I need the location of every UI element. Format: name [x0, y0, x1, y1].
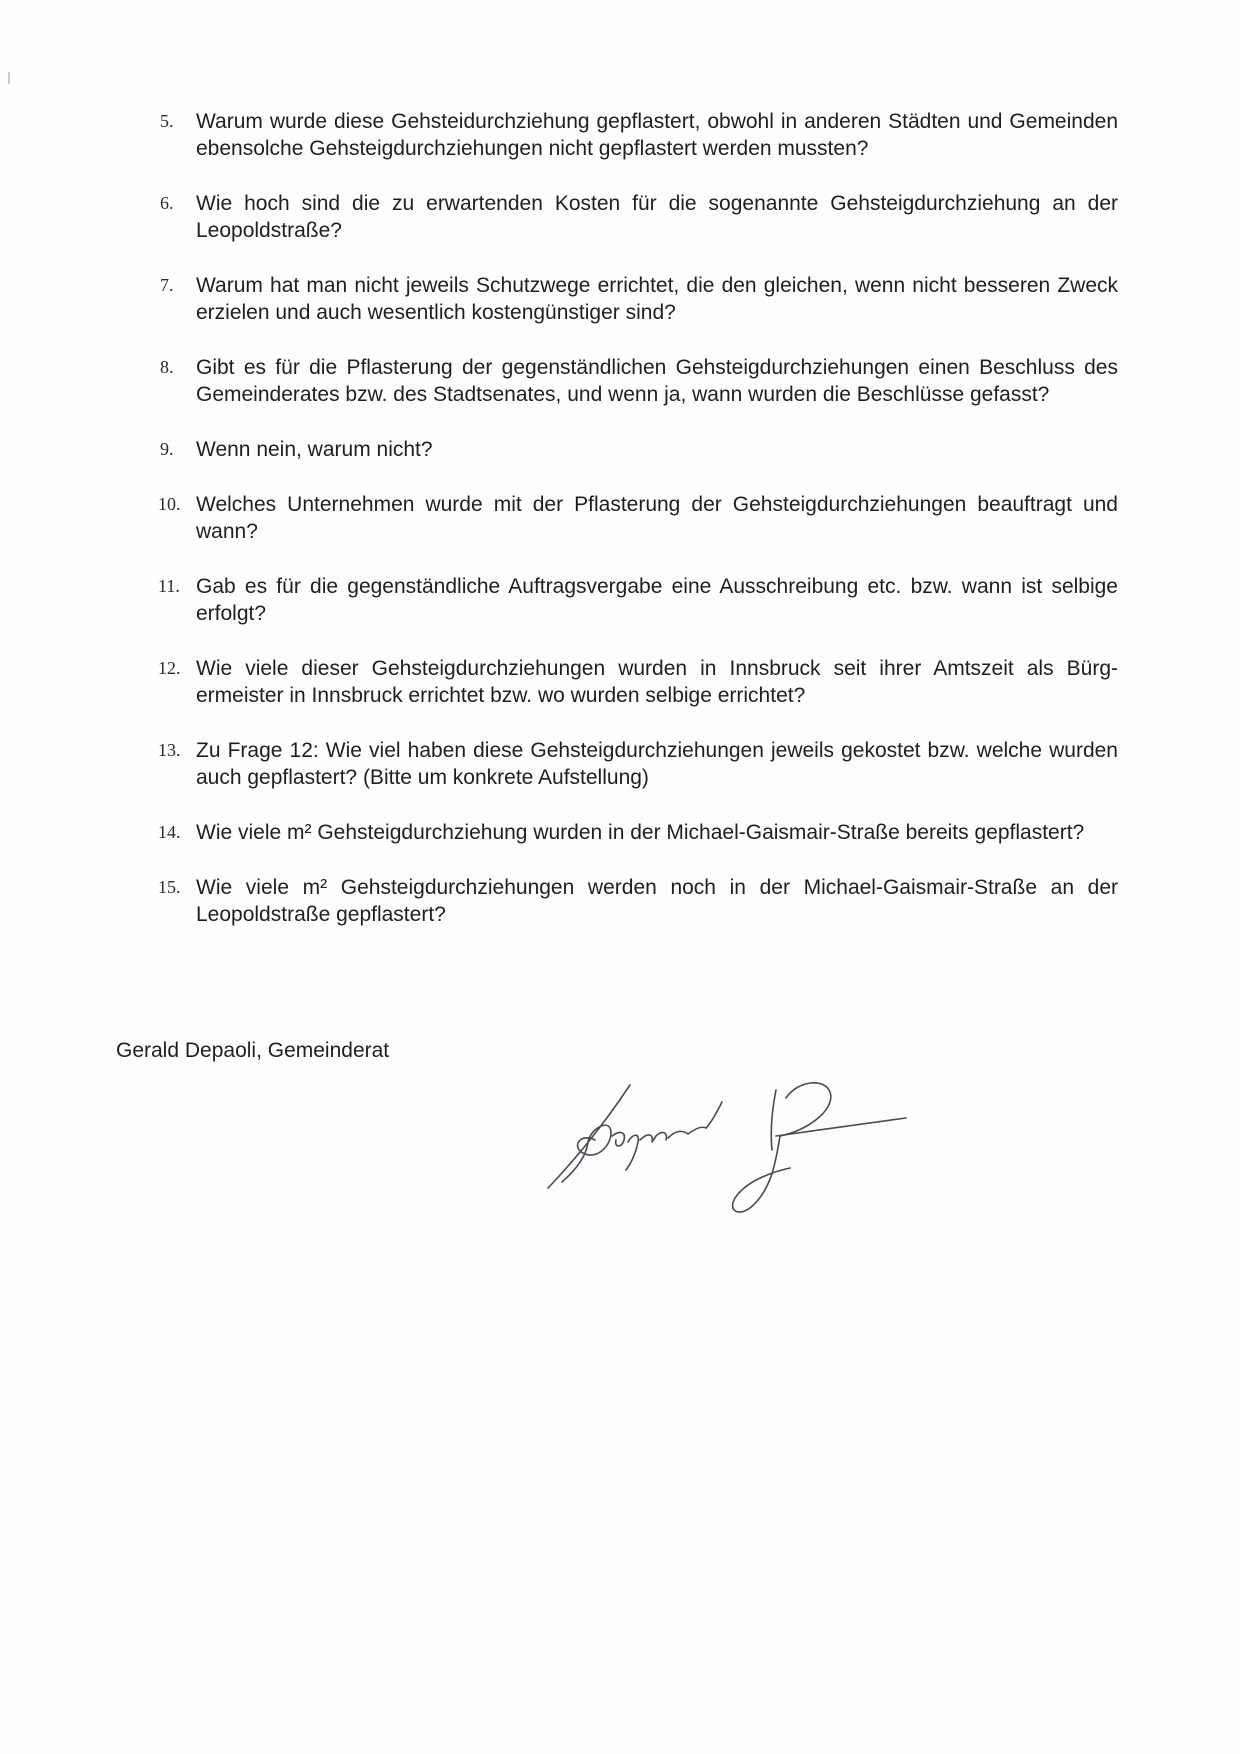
question-item [160, 819, 1118, 846]
question-number: 6. [160, 193, 174, 213]
question-item [160, 190, 1118, 244]
question-text: Welches Unternehmen wurde mit der Pflasterung der Gehsteigdurchziehungen beauftragt und wann? [196, 493, 1118, 543]
question-item [160, 737, 1118, 791]
scan-mark [8, 72, 10, 84]
question-number: 10. [158, 494, 181, 514]
signatory-name: Gerald Depaoli, Gemeinderat [116, 1039, 390, 1062]
question-list [160, 108, 1118, 956]
question-text: Zu Frage 12: Wie viel haben diese Gehsteigdurchziehungen jeweils gekostet bzw. welche wurden auch gepflastert? (Bitte um konkrete Aufstellung) [196, 739, 1118, 789]
question-number: 13. [158, 740, 181, 760]
question-number: 11. [158, 576, 180, 596]
question-text: Wie viele dieser Gehsteigdurchziehungen wurden in Innsbruck seit ihrer Amtszeit als Bürg-ermeister in Innsbruck errichtet bzw. wo wurden selbige errichtet? [196, 657, 1118, 707]
question-text: Warum hat man nicht jeweils Schutzwege errichtet, die den gleichen, wenn nicht besseren Zweck erzielen und auch wesentlich kostengünstiger sind? [196, 274, 1118, 324]
question-text: Wie viele m² Gehsteigdurchziehungen werden noch in der Michael-Gaismair-Straße an der Leopoldstraße gepflastert? [196, 876, 1118, 926]
question-item [160, 573, 1118, 627]
question-number: 12. [158, 658, 181, 678]
handwritten-signature-icon [540, 1070, 920, 1220]
question-text: Gab es für die gegenständliche Auftragsvergabe eine Ausschreibung etc. bzw. wann ist selbige erfolgt? [196, 575, 1118, 625]
question-number: 14. [158, 822, 181, 842]
question-text: Gibt es für die Pflasterung der gegenständlichen Gehsteigdurchziehungen einen Beschluss des Gemeinderates bzw. des Stadtsenates, und wenn ja, wann wurden die Beschlüsse gefasst? [196, 356, 1118, 406]
question-item [160, 655, 1118, 709]
question-item [160, 874, 1118, 928]
question-item [160, 354, 1118, 408]
question-item [160, 108, 1118, 162]
question-text: Wenn nein, warum nicht? [196, 438, 433, 461]
question-text: Wie hoch sind die zu erwartenden Kosten für die sogenannte Gehsteigdurchziehung an der Leopoldstraße? [196, 192, 1118, 242]
question-number: 5. [160, 111, 174, 131]
question-number: 8. [160, 357, 174, 377]
question-number: 7. [160, 275, 174, 295]
question-item [160, 491, 1118, 545]
question-item [160, 272, 1118, 326]
question-text: Wie viele m² Gehsteigdurchziehung wurden in der Michael-Gaismair-Straße bereits gepflastert? [196, 821, 1085, 844]
question-text: Warum wurde diese Gehsteidurchziehung gepflastert, obwohl in anderen Städten und Gemeinden ebensolche Gehsteigdurchziehungen nicht gepflastert werden mussten? [196, 110, 1118, 160]
question-item [160, 436, 1118, 463]
question-number: 9. [160, 439, 174, 459]
question-number: 15. [158, 877, 181, 897]
